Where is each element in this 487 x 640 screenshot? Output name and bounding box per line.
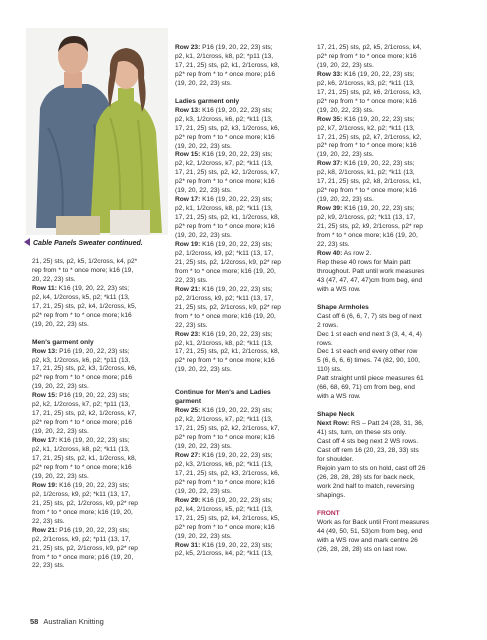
- text-line: (19, 20, 22, 23) sts.: [175, 366, 232, 374]
- text-line: (26, 28, 28, 28) sts on last row.: [317, 545, 408, 553]
- text-line: Row 21: K16 (19, 20, 22, 23) sts;: [175, 285, 273, 293]
- text-line: Row 15: P16 (19, 20, 22, 23) sts;: [32, 392, 130, 400]
- text-line: (19, 20, 22, 23) sts.: [175, 79, 232, 87]
- text-line: p2, k3, 1/2cross, k6, p2; *p11 (13,: [32, 356, 131, 364]
- text-line: p2* rep from * to * once more; k16: [175, 178, 275, 186]
- text-line: Shape Armholes: [317, 303, 369, 311]
- text-line: (26, 28, 28, 28) sts for back neck,: [317, 473, 415, 481]
- text-line: Row 37: K16 (19, 20, 22, 23) sts;: [317, 160, 415, 168]
- text-line: p2, k1, 1/2cross, k8, p2; *k11 (13,: [175, 205, 273, 213]
- text-line: from * to * once more; k16 (19, 20,: [175, 312, 276, 320]
- text-line: 17, 21, 25) sts, p2, k1, 2/1cross, k8,: [175, 348, 280, 356]
- text-line: 43 (47, 47, 47, 47)cm from beg, end: [317, 276, 423, 284]
- text-line: 2 rows.: [317, 321, 339, 329]
- text-line: 44 (49, 50, 51, 53)cm from beg, end: [317, 527, 423, 535]
- text-line: p2* rep from * to * once more; p16: [32, 419, 133, 427]
- text-line: p2, k1, 1/2cross, k8, p2; *k11 (13,: [32, 446, 130, 454]
- text-line: from * to * once more; k16 (19, 20,: [175, 267, 276, 275]
- text-line: rows.: [317, 339, 333, 347]
- text-line: p2, k5, 2/1cross, k4, p2; *k11 (13,: [175, 550, 273, 558]
- text-line: Row 29: K16 (19, 20, 22, 23) sts;: [175, 496, 273, 504]
- text-line: Dec 1 st each end next 3 (3, 4, 4, 4): [317, 330, 422, 338]
- text-line: Row 39: K16 (19, 20, 22, 23) sts;: [317, 205, 415, 213]
- row-label: Row 17:: [175, 196, 201, 204]
- text-line: 17, 21, 25) sts, p2, k4, 1/2cross, k5,: [32, 302, 137, 310]
- text-line: Row 23: P16 (19, 20, 22, 23) sts;: [175, 44, 273, 51]
- column-2: [175, 44, 313, 559]
- row-label: Row 19:: [175, 241, 201, 249]
- text-line: (19, 20, 22, 23) sts.: [175, 187, 232, 195]
- text-line: 21, 25) sts, p2, k5, 1/2cross, k4, p2*: [32, 258, 138, 265]
- text-line: Row 25: K16 (19, 20, 22, 23) sts;: [175, 407, 273, 415]
- text-line: 21, 25) sts, p2, 1/2cross, k9, p2* rep: [32, 499, 138, 507]
- text-line: with a WS row.: [317, 393, 361, 401]
- text-line: Cast off 6 (6, 6, 7, 7) sts beg of next: [317, 312, 422, 320]
- row-label: Row 15:: [32, 392, 58, 400]
- text-line: p2* rep from * to * once more; k16: [317, 142, 417, 150]
- text-line: p2* rep from * to * once more; p16: [32, 374, 133, 382]
- row-label: Row 31:: [175, 541, 201, 549]
- text-line: 17, 21, 25) sts, p2, k3, 1/2cross, k6,: [175, 124, 280, 132]
- row-label: Row 19:: [32, 481, 58, 489]
- text-line: Row 15: K16 (19, 20, 22, 23) sts;: [175, 151, 273, 159]
- text-line: (19, 20, 22, 23) sts.: [175, 142, 232, 150]
- text-line: 22, 23) sts.: [175, 276, 208, 284]
- row-label: Next Row:: [317, 420, 350, 428]
- text-line: p2* rep from * to * once more; p16: [175, 70, 276, 78]
- text-line: p2, 2/1cross, k9, p2; *p11 (13, 17,: [32, 535, 131, 543]
- text-line: Row 31: K16 (19, 20, 22, 23) sts;: [175, 541, 273, 549]
- text-line: Cast off 4 sts beg next 2 WS rows.: [317, 438, 419, 446]
- text-line: p2, k2, 1/2cross, k7, p2; *k11 (13,: [175, 160, 273, 168]
- text-line: Row 33: K16 (19, 20, 22, 23) sts;: [317, 70, 415, 78]
- continued-label: Cable Panels Sweater continued.: [24, 238, 174, 247]
- text-line: (19, 20, 22, 23) sts.: [32, 383, 89, 391]
- text-line: Cast off rem 16 (20, 23, 28, 33) sts: [317, 446, 419, 454]
- text-line: p2, k6, 2/1cross, k3, p2; *k11 (13,: [317, 79, 415, 87]
- text-line: Shape Neck: [317, 411, 355, 419]
- hero-photo: [26, 28, 168, 235]
- text-line: work 2nd half to match, reversing: [317, 482, 415, 490]
- text-line: 17, 21, 25) sts, p2, k5, 2/1cross, k4,: [317, 44, 422, 51]
- text-line: Row 13: K16 (19, 20, 22, 23) sts;: [175, 106, 273, 114]
- row-label: Row 21:: [32, 526, 58, 534]
- text-line: 110) sts.: [317, 366, 342, 374]
- text-line: Row 23: K16 (19, 20, 22, 23) sts;: [175, 330, 273, 338]
- text-line: p2, k3, 2/1cross, k6, p2; *k11 (13,: [175, 460, 273, 468]
- text-line: 17, 21, 25) sts, p2, k1, 1/2cross, k8,: [32, 455, 137, 463]
- row-label: Row 23:: [175, 330, 201, 338]
- text-line: p2* rep from * to * once more; k16: [175, 133, 275, 141]
- left-arrow-icon: [24, 238, 30, 246]
- text-line: p2* rep from * to * once more; k16: [317, 52, 417, 60]
- text-line: with a WS row and mark centre 26: [317, 536, 418, 544]
- text-line: 17, 21, 25) sts, p2, k2, 1/2cross, k7,: [32, 410, 137, 418]
- text-line: p2* rep from * to * once more; k16: [175, 357, 275, 365]
- text-line: p2* rep from * to * once more; k16: [317, 187, 417, 195]
- text-line: Next Row: RS – Patt 24 (28, 31, 36,: [317, 420, 424, 428]
- text-line: 17, 21, 25) sts, p2, k3, 1/2cross, k6,: [32, 365, 137, 373]
- text-line: Row 19: K16 (19, 20, 22, 23) sts;: [175, 241, 273, 249]
- text-line: p2, k4, 1/2cross, k5, p2; *k11 (13,: [32, 293, 130, 301]
- text-line: p2, 2/1cross, k9, p2; *k11 (13, 17,: [175, 294, 274, 302]
- text-line: 17, 21, 25) sts, p2, k7, 2/1cross, k2,: [317, 133, 422, 141]
- text-line: Row 35: K16 (19, 20, 22, 23) sts;: [317, 115, 415, 123]
- text-line: 17, 21, 25) sts, p2, k1, 2/1cross, k8,: [175, 61, 280, 69]
- row-label: Row 13:: [32, 347, 58, 355]
- column-1: [32, 258, 170, 571]
- text-line: rep from * to * once more; k16 (19,: [32, 266, 134, 274]
- text-line: (19, 20, 22, 23) sts.: [317, 106, 374, 114]
- text-line: 22, 23) sts.: [32, 562, 65, 570]
- text-line: Patt straight until piece measures 61: [317, 375, 424, 383]
- text-line: p2, k1, 2/1cross, k8, p2; *p11 (13,: [175, 52, 274, 60]
- text-line: 5 (6, 6, 6, 6) times. 74 (82, 90, 100,: [317, 357, 420, 365]
- text-line: 21, 25) sts, p2, 2/1cross, k9, p2* rep: [175, 303, 281, 311]
- text-line: garment: [175, 398, 202, 406]
- text-line: 22, 23) sts.: [175, 321, 208, 329]
- text-line: 21, 25) sts, p2, 2/1cross, k9, p2* rep: [32, 544, 138, 552]
- row-label: Row 29:: [175, 496, 201, 504]
- text-line: 20, 22, 23) sts.: [32, 275, 76, 283]
- text-line: (19, 20, 22, 23) sts.: [175, 443, 232, 451]
- text-line: Row 19: K16 (19, 20, 22, 23) sts;: [32, 481, 130, 489]
- text-line: 17, 21, 25) sts, p2, k8, 2/1cross, k1,: [317, 178, 422, 186]
- text-line: shapings.: [317, 491, 346, 499]
- text-line: from * to * once more; k16 (19, 20,: [32, 508, 133, 516]
- text-line: 17, 21, 25) sts, p2, k1, 1/2cross, k8,: [175, 214, 280, 222]
- text-line: (19, 20, 22, 23) sts.: [175, 532, 232, 540]
- text-line: (19, 20, 22, 23) sts.: [317, 196, 374, 204]
- text-line: 17, 21, 25) sts, p2, k6, 2/1cross, k3,: [317, 88, 422, 96]
- text-line: p2* rep from * to * once more; k16: [317, 97, 417, 105]
- text-line: Row 13: P16 (19, 20, 22, 23) sts;: [32, 347, 130, 355]
- row-label: Row 13:: [175, 106, 201, 114]
- page-footer: [30, 617, 104, 626]
- text-line: p2, k2, 2/1cross, k7, p2; *k11 (13,: [175, 416, 273, 424]
- text-line: Row 40: As row 2.: [317, 249, 372, 257]
- text-line: Row 17: K16 (19, 20, 22, 23) sts;: [175, 196, 273, 204]
- text-line: 21, 25) sts, p2, k9, 2/1cross, p2* rep: [317, 223, 423, 231]
- text-line: p2, k8, 2/1cross, k1, p2; *k11 (13,: [317, 169, 415, 177]
- text-line: Row 11: K16 (19, 20, 22, 23) sts;: [32, 284, 130, 292]
- text-line: 41) sts, turn, on these sts only.: [317, 429, 407, 437]
- text-line: p2, 1/2cross, k9, p2; *k11 (13, 17,: [175, 249, 274, 257]
- text-line: Row 21: P16 (19, 20, 22, 23) sts;: [32, 526, 130, 534]
- text-line: p2, 1/2cross, k9, p2; *k11 (13, 17,: [32, 490, 131, 498]
- text-line: for shoulder.: [317, 455, 354, 463]
- text-line: from * to * once more; p16 (19, 20,: [32, 553, 134, 561]
- text-line: 22, 23) sts.: [32, 517, 65, 525]
- text-line: 21, 25) sts, p2, 1/2cross, k9, p2* rep: [175, 258, 281, 266]
- text-line: p2, k7, 2/1cross, k2, p2; *k11 (13,: [317, 124, 415, 132]
- text-line: (19, 20, 22, 23) sts.: [317, 151, 374, 159]
- row-label: Row 23:: [175, 44, 201, 51]
- text-line: p2* rep from * to * once more; k16: [175, 223, 275, 231]
- text-line: 17, 21, 25) sts, p2, k2, 2/1cross, k7,: [175, 425, 280, 433]
- text-line: p2, k4, 2/1cross, k5, p2; *k11 (13,: [175, 505, 273, 513]
- row-label: Row 17:: [32, 437, 58, 445]
- text-line: Row 17: K16 (19, 20, 22, 23) sts;: [32, 437, 130, 445]
- row-label: Row 25:: [175, 407, 201, 415]
- text-line: FRONT: [317, 509, 340, 517]
- column-3: [317, 44, 457, 554]
- text-line: 17, 21, 25) sts, p2, k2, 1/2cross, k7,: [175, 169, 280, 177]
- text-line: (19, 20, 22, 23) sts.: [32, 472, 89, 480]
- row-label: Row 37:: [317, 160, 343, 168]
- text-line: p2* rep from * to * once more; k16: [175, 478, 275, 486]
- text-line: Dec 1 st each end every other row: [317, 348, 418, 356]
- row-label: Row 35:: [317, 115, 343, 123]
- text-line: 17, 21, 25) sts, p2, k3, 2/1cross, k6,: [175, 469, 280, 477]
- text-line: (19, 20, 22, 23) sts.: [317, 61, 374, 69]
- text-line: p2* rep from * to * once more; k16: [175, 523, 275, 531]
- text-line: (19, 20, 22, 23) sts.: [175, 487, 232, 495]
- text-line: p2* rep from * to * once more; k16: [32, 311, 132, 319]
- text-line: Rep these 40 rows for Main patt: [317, 258, 411, 266]
- text-line: throughout. Patt until work measures: [317, 267, 425, 275]
- row-label: Row 11:: [32, 284, 57, 292]
- text-line: p2, k1, 2/1cross, k8, p2; *k11 (13,: [175, 339, 273, 347]
- text-line: p2, k9, 2/1cross, p2; *k11 (13, 17,: [317, 214, 416, 222]
- page-number: 58: [30, 617, 39, 626]
- text-line: Continue for Men's and Ladies: [175, 389, 271, 397]
- text-line: p2, k3, 1/2cross, k6, p2; *k11 (13,: [175, 115, 273, 123]
- row-label: Row 21:: [175, 285, 201, 293]
- text-line: Work as for Back until Front measures: [317, 518, 430, 526]
- text-line: Men's garment only: [32, 338, 94, 346]
- couple-photo-icon: [26, 28, 168, 235]
- text-line: from * to * once more; k16 (19, 20,: [317, 232, 418, 240]
- text-line: Rejoin yarn to sts on hold, cast off 26: [317, 464, 426, 472]
- text-line: (66, 68, 69, 71) cm from beg, end: [317, 384, 415, 392]
- magazine-name: Australian Knitting: [43, 617, 104, 626]
- text-line: Ladies garment only: [175, 97, 240, 105]
- text-line: p2* rep from * to * once more; k16: [32, 463, 132, 471]
- text-line: 17, 21, 25) sts, p2, k4, 2/1cross, k5,: [175, 514, 280, 522]
- row-label: Row 15:: [175, 151, 201, 159]
- text-line: (19, 20, 22, 23) sts.: [32, 428, 89, 436]
- text-line: p2* rep from * to * once more; k16: [175, 434, 275, 442]
- row-label: Row 40:: [317, 249, 343, 257]
- row-label: Row 39:: [317, 205, 343, 213]
- text-line: p2, k2, 1/2cross, k7, p2; *p11 (13,: [32, 401, 131, 409]
- text-line: Row 27: K16 (19, 20, 22, 23) sts;: [175, 451, 273, 459]
- text-line: 22, 23) sts.: [317, 240, 350, 248]
- text-line: (19, 20, 22, 23) sts.: [175, 232, 232, 240]
- text-line: with a WS row.: [317, 285, 361, 293]
- text-line: (19, 20, 22, 23) sts.: [32, 320, 89, 328]
- row-label: Row 27:: [175, 451, 201, 459]
- row-label: Row 33:: [317, 70, 343, 78]
